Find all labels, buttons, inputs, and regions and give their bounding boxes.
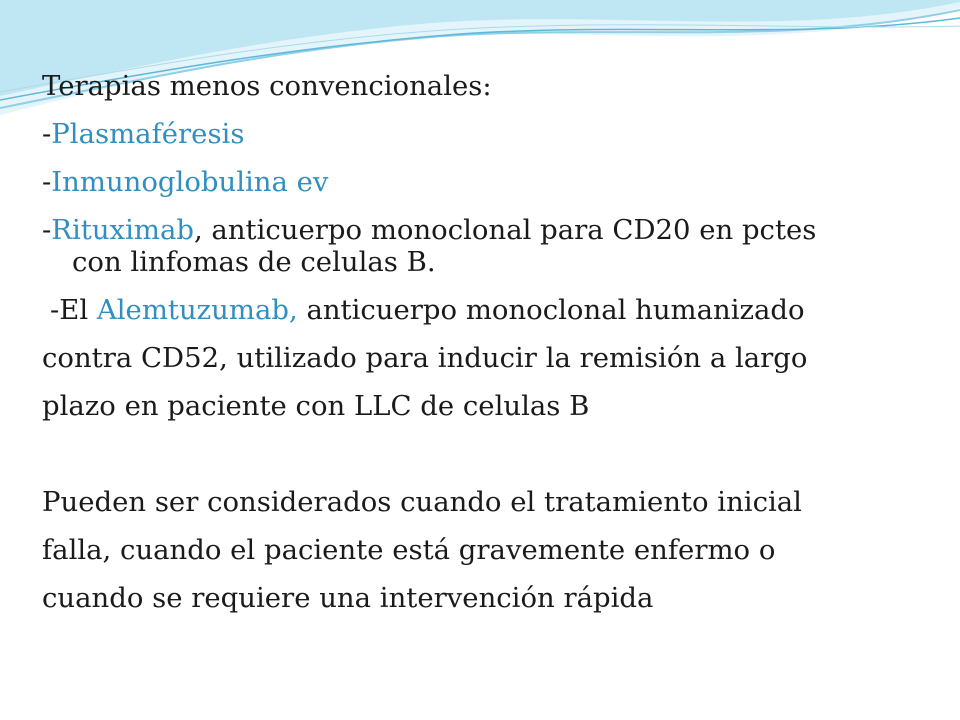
item-prefix: -: [42, 214, 52, 246]
item-accent-term: Plasmaféresis: [51, 118, 245, 150]
slide-body: [42, 62, 922, 622]
list-item-plasmaferesis: [42, 110, 922, 158]
paragraph-spacer: [42, 430, 922, 478]
closing-line-1: Pueden ser considerados cuando el tratamiento inicial: [42, 486, 802, 518]
item-accent-term: Inmunoglobulina ev: [51, 166, 329, 198]
slide-heading: Terapias menos convencionales:: [42, 70, 492, 102]
closing-line-3: cuando se requiere una intervención rápida: [42, 582, 654, 614]
list-item-rituximab-continuation: con linfomas de celulas B.: [72, 246, 436, 278]
list-item-alemtuzumab: [42, 286, 922, 334]
item-accent-term: Alemtuzumab,: [96, 294, 298, 326]
item-accent-term: Rituximab: [51, 214, 194, 246]
item-description: anticuerpo monoclonal humanizado: [297, 294, 805, 326]
alemtuzumab-line-2: contra CD52, utilizado para inducir la remisión a largo: [42, 342, 808, 374]
item-prefix: -El: [50, 294, 97, 326]
item-description: , anticuerpo monoclonal para CD20 en pctes: [193, 214, 817, 246]
item-prefix: -: [42, 166, 52, 198]
closing-line-2: falla, cuando el paciente está gravemente enfermo o: [42, 534, 776, 566]
list-item-inmunoglobulina: [42, 158, 922, 206]
item-prefix: -: [42, 118, 52, 150]
alemtuzumab-line-3: plazo en paciente con LLC de celulas B: [42, 390, 590, 422]
